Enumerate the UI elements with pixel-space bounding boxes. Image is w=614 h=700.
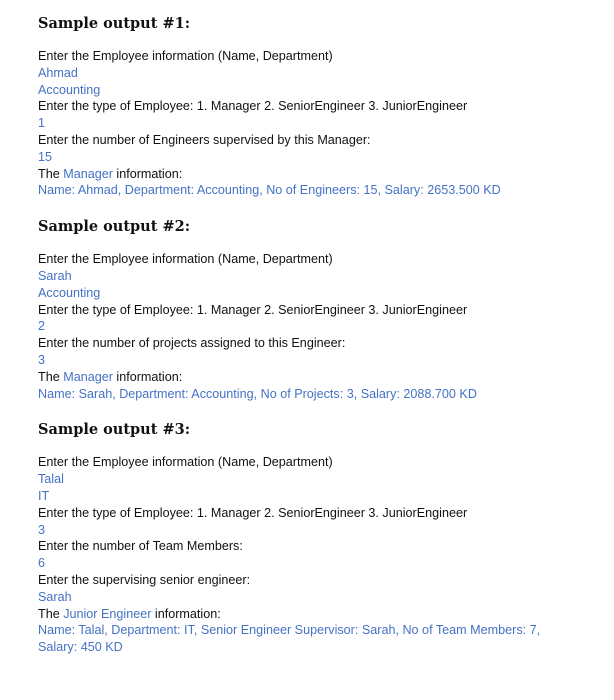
input-detail: 15 [38, 149, 53, 164]
input-department: Accounting [38, 82, 101, 97]
result-suffix: information: [112, 369, 183, 384]
prompt-detail: Enter the number of Engineers supervised by this Manager: [38, 132, 371, 147]
result-line: Name: Talal, Department: IT, Senior Engineer Supervisor: Sarah, No of Team Members: 7, Salary: 450 KD [38, 623, 541, 655]
result-prefix: The [38, 369, 64, 384]
result-prefix: The [38, 166, 64, 181]
sample-output-3 [38, 420, 614, 656]
result-header [38, 369, 614, 386]
prompt-employee-info: Enter the Employee information (Name, Department) [38, 49, 333, 63]
input-employee-type: 3 [38, 522, 46, 537]
result-role: Junior Engineer [63, 606, 152, 621]
result-header [38, 606, 614, 623]
prompt-employee-info: Enter the Employee information (Name, Department) [38, 252, 333, 267]
input-supervisor: Sarah [38, 589, 72, 604]
input-name: Ahmad [38, 65, 78, 80]
result-suffix: information: [151, 606, 221, 621]
sample-heading: Sample output #3: [38, 421, 191, 439]
prompt-employee-type: Enter the type of Employee: 1. Manager 2. SeniorEngineer 3. JuniorEngineer [38, 99, 468, 114]
result-line: Name: Ahmad, Department: Accounting, No of Engineers: 15, Salary: 2653.500 KD [38, 183, 501, 198]
result-role: Manager [63, 166, 113, 181]
sample-heading: Sample output #1: [38, 15, 191, 32]
input-name: Sarah [38, 268, 72, 283]
prompt-employee-type: Enter the type of Employee: 1. Manager 2. SeniorEngineer 3. JuniorEngineer [38, 505, 468, 520]
input-employee-type: 1 [38, 116, 46, 131]
prompt-detail: Enter the number of Team Members: [38, 539, 243, 554]
sample-output-2 [38, 217, 614, 402]
input-name: Talal [38, 472, 64, 487]
prompt-detail: Enter the number of projects assigned to this Engineer: [38, 336, 346, 351]
prompt-supervisor: Enter the supervising senior engineer: [38, 572, 251, 587]
result-suffix: information: [112, 166, 183, 181]
input-department: Accounting [38, 285, 101, 300]
input-employee-type: 2 [38, 319, 46, 334]
sample-output-1 [38, 14, 614, 199]
input-detail: 6 [38, 556, 46, 571]
prompt-employee-info: Enter the Employee information (Name, Department) [38, 455, 333, 470]
result-role: Manager [63, 369, 113, 384]
input-department: IT [38, 488, 50, 503]
sample-heading: Sample output #2: [38, 218, 191, 236]
result-header [38, 166, 614, 183]
result-line: Name: Sarah, Department: Accounting, No of Projects: 3, Salary: 2088.700 KD [38, 386, 477, 401]
result-prefix: The [38, 606, 64, 621]
prompt-employee-type: Enter the type of Employee: 1. Manager 2. SeniorEngineer 3. JuniorEngineer [38, 302, 468, 317]
input-detail: 3 [38, 352, 46, 367]
